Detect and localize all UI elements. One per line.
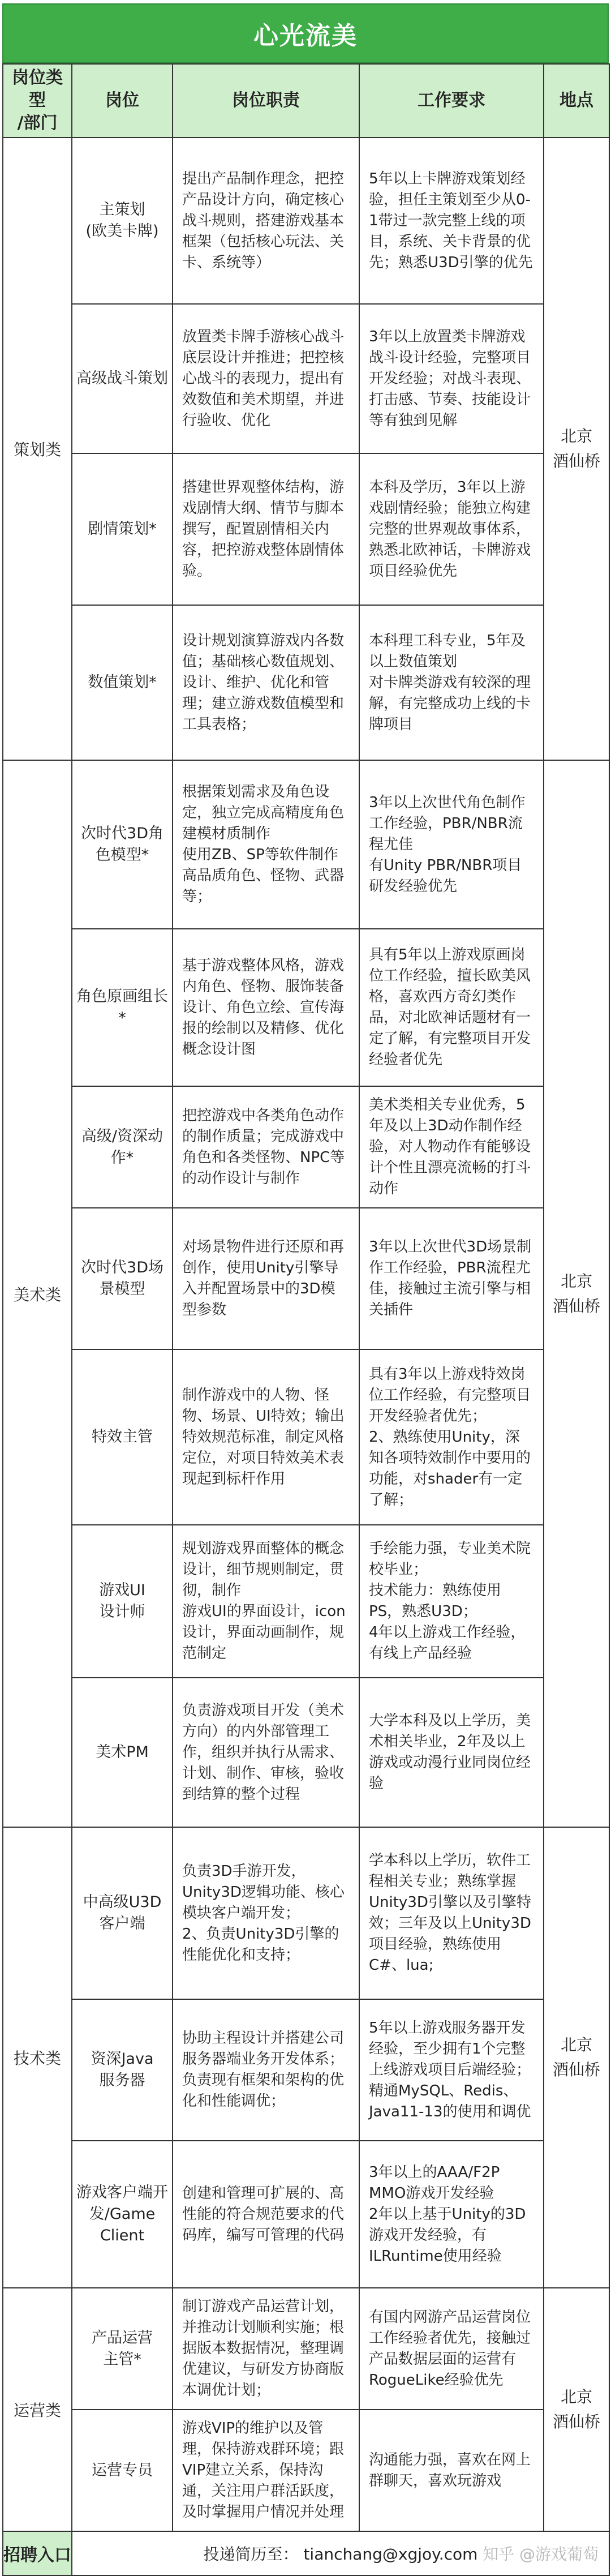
duty-cell: 放置类卡牌手游核心战斗底层设计并推进；把控核心战斗的表现力，提出有效数值和美术期望，并进行验收、优化 — [173, 304, 359, 453]
duty-cell: 负责3D手游开发，Unity3D逻辑功能、核心模块客户端开发； 2、负责Unity3D引擎的性能优化和支持； — [173, 1827, 359, 1999]
position-cell: 次时代3D场景模型 — [72, 1208, 173, 1349]
position-cell: 次时代3D角色模型* — [72, 760, 173, 929]
location-cell: 北京 酒仙桥 — [544, 138, 609, 760]
position-cell: 高级战斗策划 — [72, 304, 173, 453]
category-cell: 运营类 — [3, 2288, 72, 2531]
page-title: 心光流美 — [2, 3, 609, 63]
duty-cell: 创建和管理可扩展的、高性能的符合规范要求的代码库，编写可管理的代码 — [173, 2141, 359, 2288]
duty-cell: 制订游戏产品运营计划，并推动计划顺利实施；根据版本数据情况，整理调优建议，与研发方协商版本调优计划； — [173, 2288, 359, 2410]
requirement-cell: 沟通能力强，喜欢在网上群聊天，喜欢玩游戏 — [359, 2410, 544, 2531]
table-row — [3, 1999, 609, 2141]
position-cell: 剧情策划* — [72, 453, 173, 605]
header-loc: 地点 — [544, 64, 609, 138]
table-row — [3, 605, 609, 760]
location-cell: 北京 酒仙桥 — [544, 2288, 609, 2531]
requirement-cell: 5年以上游戏服务器开发经验，至少拥有1个完整上线游戏项目后端经验；精通MySQL、Redis、Java11-13的使用和调优 — [359, 1999, 544, 2141]
requirement-cell: 手绘能力强，专业美术院校毕业； 技术能力：熟练使用PS，熟悉U3D； 4年以上游戏工作经验，有线上产品经验 — [359, 1525, 544, 1678]
table-row — [3, 1349, 609, 1525]
table-row — [3, 1525, 609, 1678]
requirement-cell: 3年以上的AAA/F2P MMO游戏开发经验 2年以上基于Unity的3D游戏开发经验，有ILRuntime使用经验 — [359, 2141, 544, 2288]
duty-cell: 协助主程设计并搭建公司服务器端业务开发体系；负责现有框架和架构的优化和性能调优； — [173, 1999, 359, 2141]
requirement-cell: 学本科以上学历，软件工程相关专业；熟练掌握Unity3D引擎以及引擎特效；三年及以上Unity3D项目经验，熟练使用C#、lua; — [359, 1827, 544, 1999]
table-header-row — [3, 64, 609, 138]
table-row — [3, 760, 609, 929]
category-cell: 策划类 — [3, 138, 72, 760]
category-cell: 技术类 — [3, 1827, 72, 2288]
requirement-cell: 3年以上放置类卡牌游戏战斗设计经验，完整项目开发经验；对战斗表现、打击感、节奏、技能设计等有独到见解 — [359, 304, 544, 453]
requirement-cell: 本科及学历，3年以上游戏剧情经验；能独立构建完整的世界观故事体系，熟悉北欧神话，卡牌游戏项目经验优先 — [359, 453, 544, 605]
header-req: 工作要求 — [359, 64, 544, 138]
table-row — [3, 1678, 609, 1827]
duty-cell: 负责游戏项目开发（美术方向）的内外部管理工作，组织并执行从需求、计划、制作、审核，验收到结算的整个过程 — [173, 1678, 359, 1827]
position-cell: 特效主管 — [72, 1349, 173, 1525]
duty-cell: 制作游戏中的人物、怪物、场景、UI特效；输出特效规范标准，制定风格定位，对项目特效美术表现起到标杆作用 — [173, 1349, 359, 1525]
position-cell: 数值策划* — [72, 605, 173, 760]
table-row — [3, 929, 609, 1086]
job-table — [2, 63, 610, 2576]
table-row — [3, 1208, 609, 1349]
position-cell: 高级/资深动作* — [72, 1086, 173, 1208]
header-position: 岗位 — [72, 64, 173, 138]
duty-cell: 对场景物件进行还原和再创作，使用Unity引擎导入并配置场景中的3D模型参数 — [173, 1208, 359, 1349]
category-cell: 美术类 — [3, 760, 72, 1827]
requirement-cell: 5年以上卡牌游戏策划经验，担任主策划至少从0-1带过一款完整上线的项目，系统、关卡背景的优先；熟悉U3D引擎的优先 — [359, 138, 544, 304]
position-cell: 中高级U3D 客户端 — [72, 1827, 173, 1999]
requirement-cell: 3年以上次世代角色制作工作经验，PBR/NBR流程尤佳 有Unity PBR/NBR项目研发经验优先 — [359, 760, 544, 929]
table-row — [3, 2410, 609, 2531]
position-cell: 游戏客户端开发/Game Client — [72, 2141, 173, 2288]
location-cell: 北京 酒仙桥 — [544, 1827, 609, 2288]
position-cell: 美术PM — [72, 1678, 173, 1827]
position-cell: 游戏UI 设计师 — [72, 1525, 173, 1678]
requirement-cell: 有国内网游产品运营岗位工作经验者优先，接触过产品数据层面的运营有RogueLike经验优先 — [359, 2288, 544, 2410]
watermark: 知乎 @游戏葡萄 — [483, 2545, 599, 2564]
duty-cell: 设计规划演算游戏内各数值；基础核心数值规划、设计、维护、优化和管理；建立游戏数值模型和工具表格； — [173, 605, 359, 760]
table-row — [3, 1086, 609, 1208]
table-body — [3, 138, 609, 2531]
position-cell: 运营专员 — [72, 2410, 173, 2531]
requirement-cell: 大学本科及以上学历，美术相关毕业，2年及以上游戏或动漫行业同岗位经验 — [359, 1678, 544, 1827]
requirement-cell: 美术类相关专业优秀，5年及以上3D动作制作经验，对人物动作有能够设计个性且漂亮流畅的打斗动作 — [359, 1086, 544, 1208]
position-cell: 主策划 (欧美卡牌) — [72, 138, 173, 304]
duty-cell: 搭建世界观整体结构，游戏剧情大纲、情节与脚本撰写，配置剧情相关内容，把控游戏整体剧情体验。 — [173, 453, 359, 605]
duty-cell: 基于游戏整体风格，游戏内角色、怪物、服饰装备设计、角色立绘、宣传海报的绘制以及精修、优化概念设计图 — [173, 929, 359, 1086]
duty-cell: 规划游戏界面整体的概念设计，细节规则制定，贯彻，制作 游戏UI的界面设计，icon设计，界面动画制作，规范制定 — [173, 1525, 359, 1678]
position-cell: 资深Java 服务器 — [72, 1999, 173, 2141]
duty-cell: 提出产品制作理念，把控产品设计方向，确定核心战斗规则，搭建游戏基本框架（包括核心玩法、关卡、系统等） — [173, 138, 359, 304]
recruit-entry-label: 招聘入口 — [3, 2531, 72, 2575]
position-cell: 产品运营 主管* — [72, 2288, 173, 2410]
table-row — [3, 453, 609, 605]
resume-email[interactable] — [72, 2531, 609, 2575]
duty-cell: 把控游戏中各类角色动作的制作质量；完成游戏中角色和各类怪物、NPC等的动作设计与制作 — [173, 1086, 359, 1208]
requirement-cell: 本科理工科专业，5年及以上数值策划 对卡牌类游戏有较深的理解，有完整成功上线的卡牌项目 — [359, 605, 544, 760]
location-cell: 北京 酒仙桥 — [544, 760, 609, 1827]
header-type: 岗位类型 /部门 — [3, 64, 72, 138]
header-duty: 岗位职责 — [173, 64, 359, 138]
table-row — [3, 2141, 609, 2288]
position-cell: 角色原画组长* — [72, 929, 173, 1086]
duty-cell: 根据策划需求及角色设定，独立完成高精度角色建模材质制作 使用ZB、SP等软件制作高品质角色、怪物、武器等； — [173, 760, 359, 929]
table-row — [3, 2288, 609, 2410]
requirement-cell: 3年以上次世代3D场景制作工作经验，PBR流程尤佳，接触过主流引擎与相关插件 — [359, 1208, 544, 1349]
requirement-cell: 具有3年以上游戏特效岗位工作经验，有完整项目开发经验者优先； 2、熟练使用Unity，深知各项特效制作中要用的功能，对shader有一定了解； — [359, 1349, 544, 1525]
resume-email-text: 投递简历至： tianchang@xgjoy.com — [203, 2545, 478, 2564]
duty-cell: 游戏VIP的维护以及管理，保持游戏群环境；跟VIP建立关系，保持沟通，关注用户群活跃度，及时掌握用户情况并处理 — [173, 2410, 359, 2531]
table-row — [3, 304, 609, 453]
footer-row — [3, 2531, 609, 2575]
table-row — [3, 1827, 609, 1999]
requirement-cell: 具有5年以上游戏原画岗位工作经验，擅长欧美风格，喜欢西方奇幻类作品，对北欧神话题材有一定了解，有完整项目开发经验者优先 — [359, 929, 544, 1086]
table-row — [3, 138, 609, 304]
